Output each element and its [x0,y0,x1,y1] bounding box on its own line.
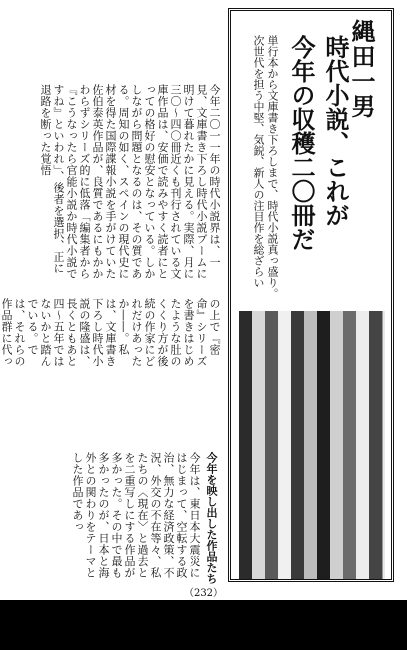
book-spines-photo [239,311,385,579]
page-number: （232） [183,588,224,599]
bottom-black-bar [0,600,407,650]
body-text-part2: の上で『密命』シリーズを書きはじめたような肚のくくり方が後続の作家にどれだけあったか――。私は、文庫書き下ろし時代小説の隆盛は、長くともあと四〜五年ではないかと踏んでいる。では、それらの作品群に代っ [0,298,221,367]
book-spine [265,311,279,579]
title-box [228,8,394,582]
book-spine [239,311,253,579]
main-title-line1: 時代小説、これが [321,35,349,227]
body-text-part1: 今年二〇一一年の時代小説界は、一見、文庫書き下ろし時代小説ブームに明けて暮れたかに見える。実際、月に三〇〜四〇冊近くも刊行されている文庫作品は、安価で読みやすく読者にとっての格好の慰安となっている。しかしながら問題となるのは、その質である。周知の如く、スペインの現代史に材を得た国際諜報小説を手がけていた佐伯泰英作品が、良質であるにもかかわらずシリーズ的に低落「編集者から『こうなったら官能小説か時代小説ですね』といわれ」、後者を選択、正に退路を断った覚悟 [39,84,221,280]
book-spine [330,311,344,579]
lead-text-2: 次世代を担う中堅、気鋭、新人の注目作を総ざらい [252,35,265,288]
book-spine [291,311,305,579]
book-spine [356,311,370,579]
book-spine [317,311,331,579]
book-spine [369,311,383,579]
author-name: 縄田一男 [347,19,375,119]
book-spine [278,311,292,579]
body-text-part3: 今年は、東日本大震災にはじまって、空転する政治、無力な経済政策、不況、外交の不在等々、私たちの〈現在〉と過去とを二重写しにする作品が多かった。その中で最も多かったのが、日本と海外との関わりをテーマとした作品であっ [71,452,201,579]
lead-text-1: 単行本から文庫書き下ろしまで、時代小説真っ盛り。 [266,35,279,299]
book-spine [304,311,318,579]
book-spine [343,311,357,579]
book-spine [252,311,266,579]
section-subheading: 今年を映し出した作品たち [205,452,218,584]
main-title-line2: 今年の収穫二〇冊だ [287,35,315,251]
